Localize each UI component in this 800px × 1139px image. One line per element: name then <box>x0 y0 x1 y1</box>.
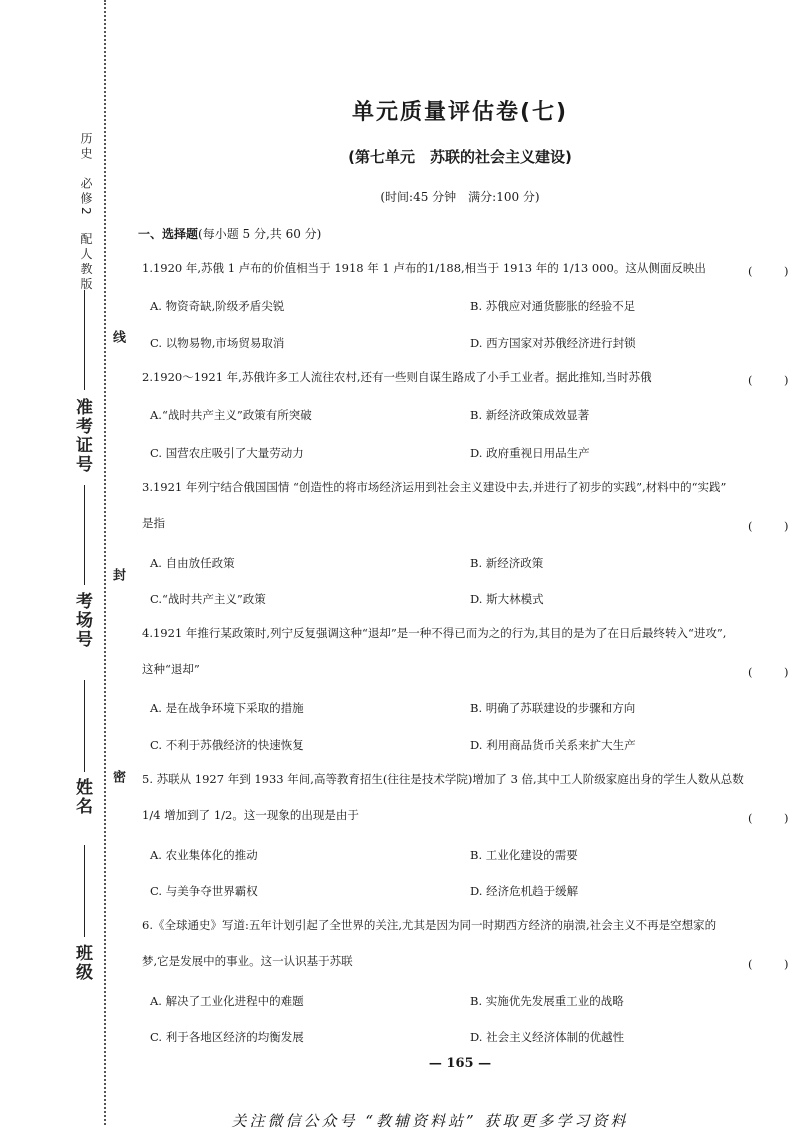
seal-mark-seal: 封 <box>110 568 125 581</box>
question-1-answer-blank: ( ) <box>748 264 799 278</box>
seal-mark-secret: 密 <box>110 770 125 783</box>
question-3-text-line-1: 3.1921 年列宁结合俄国国情 “创造性的将市场经济运用到社会主义建设中去,并进行了初步的实践”,材料中的“实践” <box>142 480 727 494</box>
question-5-text-line-1: 5. 苏联从 1927 年到 1933 年间,高等教育招生(往往是技术学院)增加了 3 倍,其中工人阶级家庭出身的学生人数从总数 <box>142 772 744 786</box>
question-4-option-b: B. 明确了苏联建设的步骤和方向 <box>470 701 636 715</box>
binding-dotted-line <box>104 0 106 1125</box>
question-1-option-d: D. 西方国家对苏俄经济进行封锁 <box>470 336 636 350</box>
question-5-answer-blank: ( ) <box>748 811 799 825</box>
question-5-text-line-2: 1/4 增加到了 1/2。这一现象的出现是由于 <box>142 808 359 822</box>
field-class-label: 班级 <box>72 944 92 982</box>
exam-title: 单元质量评估卷(七) <box>351 100 569 125</box>
binding-margin <box>0 0 125 1139</box>
question-5-option-a: A. 农业集体化的推动 <box>150 848 258 862</box>
question-3-option-b: B. 新经济政策 <box>470 556 544 570</box>
footer-note: 关注微信公众号 “教辅资料站” 获取更多学习资料 <box>231 1112 629 1130</box>
question-2-option-d: D. 政府重视日用品生产 <box>470 446 590 460</box>
question-2-option-a: A.“战时共产主义”政策有所突破 <box>150 408 312 422</box>
field-name-label: 姓名 <box>72 778 92 816</box>
question-2-option-c: C. 国营农庄吸引了大量劳动力 <box>150 446 304 460</box>
question-1-option-c: C. 以物易物,市场贸易取消 <box>150 336 285 350</box>
question-6-text-line-1: 6.《全球通史》写道:五年计划引起了全世界的关注,尤其是因为同一时期西方经济的崩溃,社会主义不再是空想家的 <box>142 918 717 932</box>
question-4-text-line-2: 这种“退却” <box>142 662 200 676</box>
question-3-option-d: D. 斯大林模式 <box>470 592 544 606</box>
question-5-option-d: D. 经济危机趋于缓解 <box>470 884 579 898</box>
class-blank <box>84 845 85 937</box>
seal-mark-line: 线 <box>110 330 125 343</box>
question-4-option-a: A. 是在战争环境下采取的措施 <box>150 701 304 715</box>
page-number: — 165 — <box>428 1056 492 1071</box>
question-6-option-c: C. 利于各地区经济的均衡发展 <box>150 1030 304 1044</box>
question-3-answer-blank: ( ) <box>748 519 799 533</box>
question-1-option-a: A. 物资奇缺,阶级矛盾尖锐 <box>150 299 285 313</box>
field-exam-room-label: 考场号 <box>72 592 92 649</box>
name-blank <box>84 680 85 772</box>
question-6-option-d: D. 社会主义经济体制的优越性 <box>470 1030 625 1044</box>
question-4-option-d: D. 利用商品货币关系来扩大生产 <box>470 738 636 752</box>
series-label: 历史 必修2 配人教版 <box>79 132 93 293</box>
question-2-text: 2.1920～1921 年,苏俄许多工人流往农村,还有一些则自谋生路成了小手工业者。据此推知,当时苏俄 <box>142 370 652 384</box>
question-3-text-line-2: 是指 <box>142 516 165 530</box>
exam-subtitle: (第七单元 苏联的社会主义建设) <box>348 148 572 166</box>
question-1-text: 1.1920 年,苏俄 1 卢布的价值相当于 1918 年 1 卢布的1/188,相当于 1913 年的 1/13 000。这从侧面反映出 <box>142 261 706 275</box>
exam-room-blank <box>84 485 85 585</box>
question-6-answer-blank: ( ) <box>748 957 799 971</box>
question-6-text-line-2: 梦,它是发展中的事业。这一认识基于苏联 <box>142 954 353 968</box>
question-2-answer-blank: ( ) <box>748 373 799 387</box>
section-note: (每小题 5 分,共 60 分) <box>198 227 322 241</box>
question-4-text-line-1: 4.1921 年推行某政策时,列宁反复强调这种“退却”是一种不得已而为之的行为,其目的是为了在日后最终转入“进攻”, <box>142 626 727 640</box>
question-6-option-b: B. 实施优先发展重工业的战略 <box>470 994 624 1008</box>
question-2-option-b: B. 新经济政策成效显著 <box>470 408 590 422</box>
section-heading <box>138 225 321 242</box>
question-4-answer-blank: ( ) <box>748 665 799 679</box>
question-5-option-b: B. 工业化建设的需要 <box>470 848 578 862</box>
section-label: 一、选择题 <box>138 227 199 241</box>
exam-number-blank <box>84 290 85 390</box>
question-4-option-c: C. 不利于苏俄经济的快速恢复 <box>150 738 304 752</box>
question-5-option-c: C. 与美争夺世界霸权 <box>150 884 258 898</box>
question-3-option-a: A. 自由放任政策 <box>150 556 235 570</box>
question-1-option-b: B. 苏俄应对通货膨胀的经验不足 <box>470 299 636 313</box>
exam-time-info: (时间:45 分钟 满分:100 分) <box>380 190 540 204</box>
question-6-option-a: A. 解决了工业化进程中的难题 <box>150 994 304 1008</box>
question-3-option-c: C.“战时共产主义”政策 <box>150 592 266 606</box>
field-exam-number-label: 准考证号 <box>72 398 92 474</box>
